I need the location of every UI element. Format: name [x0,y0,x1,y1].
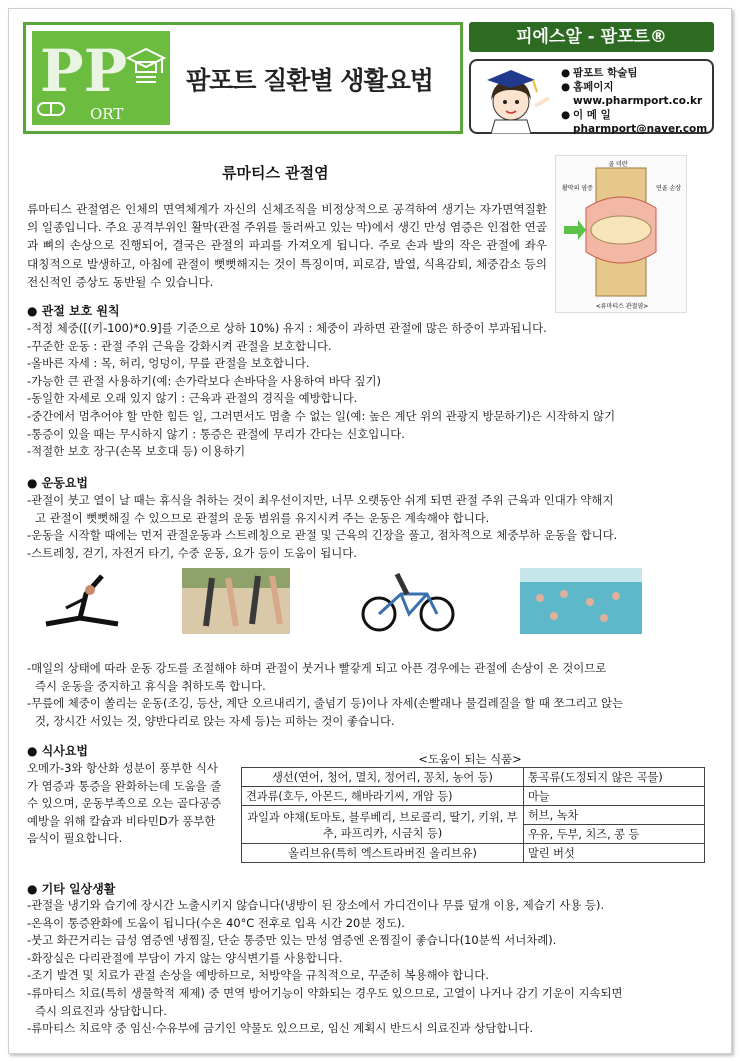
section-title-diet: ● 식사요법 [27,744,89,758]
logo-text: ORT [90,105,124,123]
table-row [242,768,705,787]
logo-letters: PP [40,37,128,105]
helpful-foods-table [241,767,705,863]
cycling-photo [357,568,461,634]
contact-item: ● 팜포트 학술팀 [561,67,638,79]
list-item: 즉시 운동을 중지하고 휴식을 취하도록 합니다. [35,678,266,693]
walking-photo [182,568,290,634]
diet-paragraph: 오메가-3와 항산화 성분이 풍부한 식사가 염증과 통증을 완화하는데 도움을 줄 수 있으며, 운동부족으로 오는 골다공증 예방을 위해 칼슘과 비타민D가 풍부한 음식이 필요합니다. [27,761,222,846]
list-item: -화장실은 다리관절에 부담이 가지 않는 양식변기를 사용합니다. [27,950,343,965]
section-title-exercise: ● 운동요법 [27,476,89,490]
list-item: -관절이 붓고 열이 날 때는 휴식을 취하는 것이 최우선이지만, 너무 오랫동안 쉬게 되면 관절 주위 근육과 인대가 약해지 [27,493,614,507]
list-item: -적절한 보호 장구(손목 보호대 등) 이용하기 [27,444,246,459]
list-item: -스트레칭, 걷기, 자전거 타기, 수중 운동, 요가 등이 도움이 됩니다. [27,545,357,560]
list-item: -가능한 큰 관절 사용하기(예: 손가락보다 손바닥을 사용하여 바닥 짚기) [27,373,381,388]
list-item: -통증이 있을 때는 무시하지 않기 : 통증은 관절에 무리가 간다는 신호입니다. [27,426,405,441]
list-item: -온욕이 통증완화에 도움이 됩니다(수온 40°C 전후로 입욕 시간 20분 정도). [27,915,405,930]
list-item: 즉시 의료진과 상담합니다. [35,1003,167,1018]
list-item: 고 관절이 뻣뻣해질 수 있으므로 관절의 운동 범위를 유지시켜 주는 운동은 계속해야 합니다. [35,510,490,525]
bullet-icon: ● [561,109,571,121]
list-item: -조기 발견 및 치료가 관절 손상을 예방하므로, 처방약을 규칙적으로, 꾸준히 복용해야 합니다. [27,968,489,983]
list-item: -올바른 자세 : 목, 허리, 엉덩이, 무릎 관절을 보호합니다. [27,356,310,371]
list-item: -무릎에 체중이 쏠리는 운동(조깅, 등산, 계단 오르내리기, 줄넘기 등)이나 자세(손빨래나 물걸레질을 할 때 쪼그리고 앉는 [27,696,624,711]
list-item: -류마티스 치료약 중 임신·수유부에 금기인 약물도 있으므로, 임신 계획시 반드시 의료진과 상담합니다. [27,1021,533,1036]
contact-item: ● 이 메 일 [561,109,611,121]
bullet-icon: ● [561,67,571,79]
table-cell: 말린 버섯 [524,844,705,863]
list-item: -매일의 상태에 따라 운동 강도를 조절해야 하며 관절이 붓거나 빨갛게 되고 아픈 경우에는 관절에 손상이 온 것이므로 [27,661,607,675]
brand-name: 피에스알 - 팜포트® [469,22,714,52]
table-cell: 견과류(호두, 아몬드, 해바라기씨, 개암 등) [242,787,524,806]
joint-diagram [555,155,687,313]
table-cell: 올리브유(특히 엑스트라버진 올리브유) [242,844,524,863]
table-cell: 통곡류(도정되지 않은 곡물) [524,768,705,787]
list-item: -류마티스 치료(특히 생물학적 제제) 중 면역 방어기능이 약화되는 경우도 있으므로, 고열이 나거나 감기 기운이 지속되면 [27,985,623,1000]
table-cell: 과일과 야채(토마토, 블루베리, 브로콜리, 딸기, 키위, 부추, 파프리카, 시금치 등) [242,806,524,844]
section-title-daily: ● 기타 일상생활 [27,882,116,896]
email-link[interactable]: pharmport@naver.com [573,123,708,135]
pharmacist-avatar-icon [477,62,557,134]
table-row [242,787,705,806]
table-cell: 마늘 [524,787,705,806]
table-cell: 우유, 두부, 치즈, 콩 등 [524,825,705,844]
header-title-box [23,22,463,134]
list-item: -중간에서 멈추어야 할 만한 힘든 일, 그러면서도 멈출 수 없는 일(예: 높은 계단 위의 관광지 방문하기)은 시작하지 않기 [27,408,616,423]
stretching-photo [26,568,148,634]
table-cell: 허브, 녹차 [524,806,705,825]
list-item: -꾸준한 운동 : 관절 주위 근육을 강화시켜 관절을 보호합니다. [27,338,332,353]
table-row [242,844,705,863]
pharmport-logo [32,31,170,125]
list-item: -동일한 자세로 오래 있지 않기 : 근육과 관절의 경직을 예방합니다. [27,391,358,406]
contact-list [561,66,707,136]
list-item: -운동을 시작할 때에는 먼저 관절운동과 스트레칭으로 관절 및 근육의 긴장을 풀고, 점차적으로 체중부하 운동을 합니다. [27,528,618,543]
homepage-link[interactable]: www.pharmport.co.kr [573,95,703,107]
exercise-list-2 [27,660,717,730]
list-item: -관절을 냉기와 습기에 장시간 노출시키지 않습니다(냉방이 된 장소에서 가디건이나 무릎 덮개 이용, 제습기 사용 등). [27,898,605,912]
bullet-icon: ● [561,81,571,93]
graduation-cap-icon [128,49,164,82]
table-cell: 생선(연어, 청어, 멸치, 정어리, 꽁치, 농어 등) [242,768,524,787]
aquatic-exercise-photo [520,568,642,634]
contact-box [469,59,714,134]
diagram-label-top: 골 미란 [608,161,628,168]
list-item: 것, 장시간 서있는 것, 양반다리로 앉는 자세 등)는 피하는 것이 좋습니다. [35,713,395,728]
diagram-label-left: 활막의 염증 [562,185,593,192]
contact-item: ● 홈페이지 [561,81,614,93]
document-title: 류마티스 관절염 [222,164,329,182]
protect-list [27,320,717,461]
page-title: 팜포트 질환별 생활요법 [186,66,433,95]
food-table-caption: <도움이 되는 식품> [418,752,522,766]
diagram-label-right: 연골 손상 [656,185,682,192]
exercise-list [27,492,717,562]
daily-list [27,897,717,1038]
logo-graphic [32,31,170,125]
brand-panel [469,22,714,134]
table-row [242,806,705,825]
list-item: -적정 체중([(키-100)*0.9]를 기준으로 상하 10%) 유지 : 체중이 과하면 관절에 많은 하중이 부과됩니다. [27,321,547,335]
diagram-caption: <류마티스 관절염> [595,303,649,310]
intro-paragraph: 류마티스 관절염은 인체의 면역체계가 자신의 신체조직을 비정상적으로 공격하여 생기는 자가면역질환의 일종입니다. 주요 공격부위인 활막(관절 주위를 둘러싸고 있는 막)에서 생긴 만성 염증은 인접한 연골과 뼈의 손상으로 진행되어, 결국은 관절의 파괴를 가져오게 됩니다. 주로 손과 발의 작은 관절에 좌우 대칭적으로 발생하고, 아침에 관절이 뻣뻣해지는 것이 특징이며, 피로감, 발열, 식욕감퇴, 체중감소 등의 전신적인 증상도 동반될 수 있습니다. [27,202,547,289]
list-item: -붓고 화끈거리는 급성 염증엔 냉찜질, 단순 통증만 있는 만성 염증엔 온찜질이 좋습니다(10분씩 서너차례). [27,933,557,948]
section-title-protect: ● 관절 보호 원칙 [27,304,120,318]
